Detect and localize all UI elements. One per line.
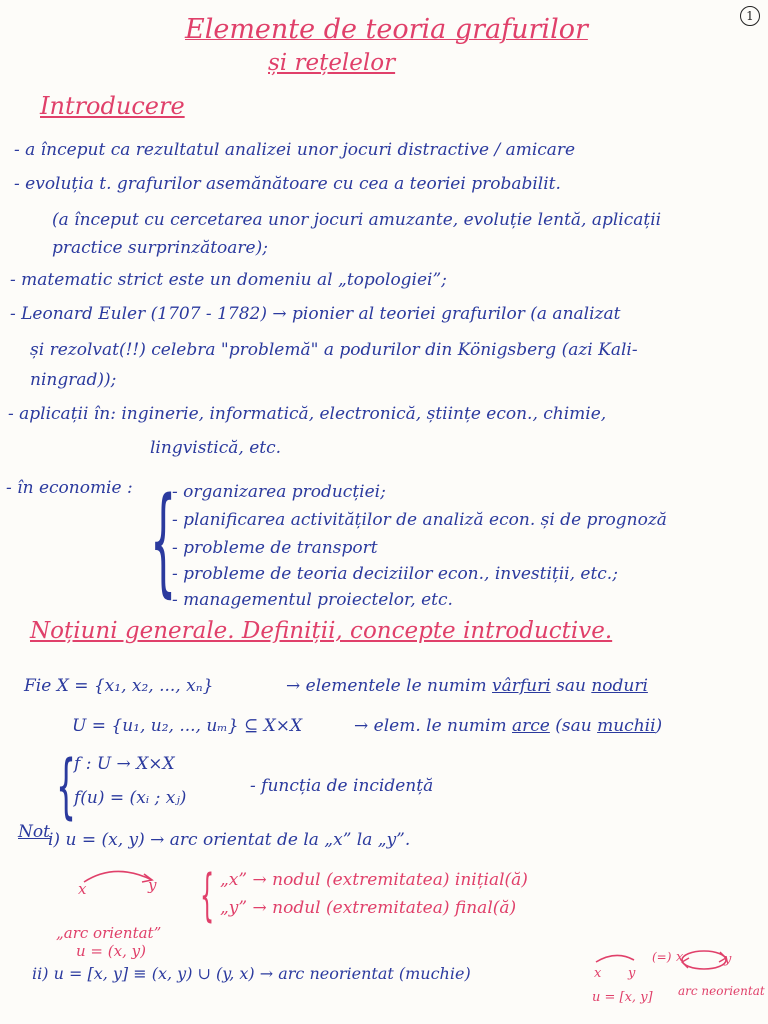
economy-item: - organizarea producției;	[172, 482, 386, 502]
intro-line: - matematic strict este un domeniu al „topologiei”;	[10, 270, 447, 290]
intro-line: (a început cu cercetarea unor jocuri amuzante, evoluție lentă, aplicații	[52, 210, 662, 230]
unoriented-node-y: y	[628, 966, 636, 981]
brace-icon: {	[56, 745, 77, 827]
intro-line: - evoluția t. grafurilor asemănătoare cu cea a teoriei probabilit.	[14, 174, 561, 194]
incidence-function-desc: - funcția de incidență	[250, 776, 434, 796]
page-title-line2: și rețelelor	[268, 50, 396, 76]
note-unoriented-arc: ii) u = [x, y] ≡ (x, y) ∪ (y, x) → arc neorientat (muchie)	[32, 964, 471, 983]
def-vertices-desc: → elementele le numim vârfuri sau noduri	[286, 676, 648, 696]
node-final-desc: „y” → nodul (extremitatea) final(ă)	[220, 898, 517, 918]
def-arcs-set: U = {u₁, u₂, ..., uₘ} ⊆ X×X	[72, 716, 303, 736]
section-heading-general: Noțiuni generale. Definiții, concepte introductive.	[30, 618, 613, 644]
equivalence-sign: (=)	[652, 950, 672, 964]
unoriented-arc-label: arc neorientat	[678, 984, 765, 998]
intro-line: ningrad));	[30, 370, 117, 390]
arc-caption-formula: u = (x, y)	[76, 942, 146, 960]
page-title: Elemente de teoria grafurilor	[185, 14, 588, 45]
economy-item: - managementul proiectelor, etc.	[172, 590, 453, 610]
def-vertices-set: Fie X = {x₁, x₂, ..., xₙ}	[24, 676, 214, 696]
arc-node-y: y	[148, 876, 157, 894]
loop-node-y: y	[724, 952, 732, 967]
page-number: 1	[740, 6, 760, 26]
arc-node-x: x	[78, 880, 87, 898]
economy-item: - probleme de teoria deciziilor econ., investiții, etc.;	[172, 564, 618, 584]
node-initial-desc: „x” → nodul (extremitatea) inițial(ă)	[220, 870, 528, 890]
intro-line: - Leonard Euler (1707 - 1782) → pionier al teoriei grafurilor (a analizat	[10, 304, 621, 324]
intro-line: și rezolvat(!!) celebra "problemă" a podurilor din Königsberg (azi Kali-	[30, 340, 638, 360]
incidence-function-def: f : U → X×X	[74, 754, 175, 774]
intro-line: practice surprinzătoare);	[52, 238, 268, 258]
note-oriented-arc: i) u = (x, y) → arc orientat de la „x” la „y”.	[48, 830, 411, 850]
arc-caption: „arc orientat”	[56, 924, 162, 942]
unoriented-arc-caption: u = [x, y]	[592, 990, 653, 1005]
section-heading-intro: Introducere	[40, 92, 185, 120]
intro-line: lingvistică, etc.	[150, 438, 282, 458]
brace-icon: {	[200, 863, 215, 928]
economy-label: - în economie :	[6, 478, 133, 498]
unoriented-node-x: x	[594, 966, 602, 981]
intro-line: - a început ca rezultatul analizei unor jocuri distractive / amicare	[14, 140, 576, 160]
economy-item: - planificarea activităților de analiză econ. și de prognoză	[172, 510, 667, 530]
note-label: Not	[18, 822, 50, 842]
incidence-function-value: f(u) = (xᵢ ; xⱼ)	[74, 788, 187, 808]
def-arcs-desc: → elem. le numim arce (sau muchii)	[354, 716, 663, 736]
intro-line: - aplicații în: inginerie, informatică, electronică, științe econ., chimie,	[8, 404, 607, 424]
economy-item: - probleme de transport	[172, 538, 378, 558]
loop-node-x: x	[676, 950, 684, 965]
brace-icon: {	[150, 471, 177, 609]
